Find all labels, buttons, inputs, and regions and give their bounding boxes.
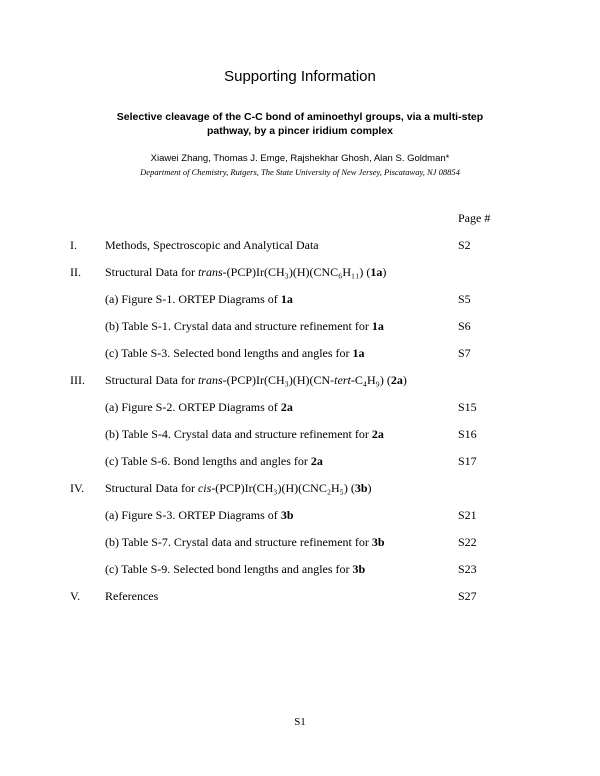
- toc-entry-page: S6: [458, 319, 471, 333]
- toc-entry: (c) Table S-9. Selected bond lengths and angles for 3b: [105, 562, 366, 576]
- toc-entry-page: S15: [458, 400, 477, 414]
- document-title: Supporting Information: [224, 68, 376, 85]
- authors: Xiawei Zhang, Thomas J. Emge, Rajshekhar Ghosh, Alan S. Goldman*: [150, 153, 450, 164]
- section-title: Methods, Spectroscopic and Analytical Data: [105, 238, 319, 252]
- toc-entry-page: S16: [458, 427, 477, 441]
- toc-entry: (a) Figure S-1. ORTEP Diagrams of 1a: [105, 292, 293, 306]
- toc-entry-page: S23: [458, 562, 477, 576]
- section-title: Structural Data for trans-(PCP)Ir(CH₃)(H)(CNC₆H₁₁) (1a): [105, 265, 387, 279]
- toc-entry-page: S7: [458, 346, 471, 360]
- toc-entry: (b) Table S-4. Crystal data and structure refinement for 2a: [105, 427, 384, 441]
- toc-entry: (c) Table S-3. Selected bond lengths and angles for 1a: [105, 346, 365, 360]
- toc-entry-page: S17: [458, 454, 477, 468]
- affiliation: Department of Chemistry, Rutgers, The State University of New Jersey, Piscataway, NJ 08854: [140, 167, 460, 177]
- toc-entry: (b) Table S-1. Crystal data and structure refinement for 1a: [105, 319, 384, 333]
- toc-entry-page: S5: [458, 292, 471, 306]
- section-title: Structural Data for trans-(PCP)Ir(CH₃)(H)(CN-tert-C₄H₉) (2a): [105, 373, 407, 387]
- section-title: References: [105, 589, 159, 603]
- section-page: S2: [458, 238, 471, 252]
- section-number: V.: [70, 589, 81, 603]
- section-number: II.: [70, 265, 81, 279]
- toc-entry-page: S22: [458, 535, 477, 549]
- page-column-header: Page #: [458, 211, 491, 225]
- toc-entry: (a) Figure S-3. ORTEP Diagrams of 3b: [105, 508, 294, 522]
- toc-entry: (b) Table S-7. Crystal data and structure refinement for 3b: [105, 535, 385, 549]
- toc-entry-page: S21: [458, 508, 477, 522]
- section-number: I.: [70, 238, 77, 252]
- page-number: S1: [294, 716, 306, 728]
- toc-entry: (c) Table S-6. Bond lengths and angles for 2a: [105, 454, 323, 468]
- section-number: IV.: [70, 481, 85, 495]
- toc-entry: (a) Figure S-2. ORTEP Diagrams of 2a: [105, 400, 293, 414]
- section-page: S27: [458, 589, 477, 603]
- paper-title: Selective cleavage of the C-C bond of aminoethyl groups, via a multi-step pathway, by a pincer iridium complex: [116, 111, 484, 137]
- section-title: Structural Data for cis-(PCP)Ir(CH₃)(H)(CNC₂H₅) (3b): [105, 481, 372, 495]
- section-number: III.: [70, 373, 85, 387]
